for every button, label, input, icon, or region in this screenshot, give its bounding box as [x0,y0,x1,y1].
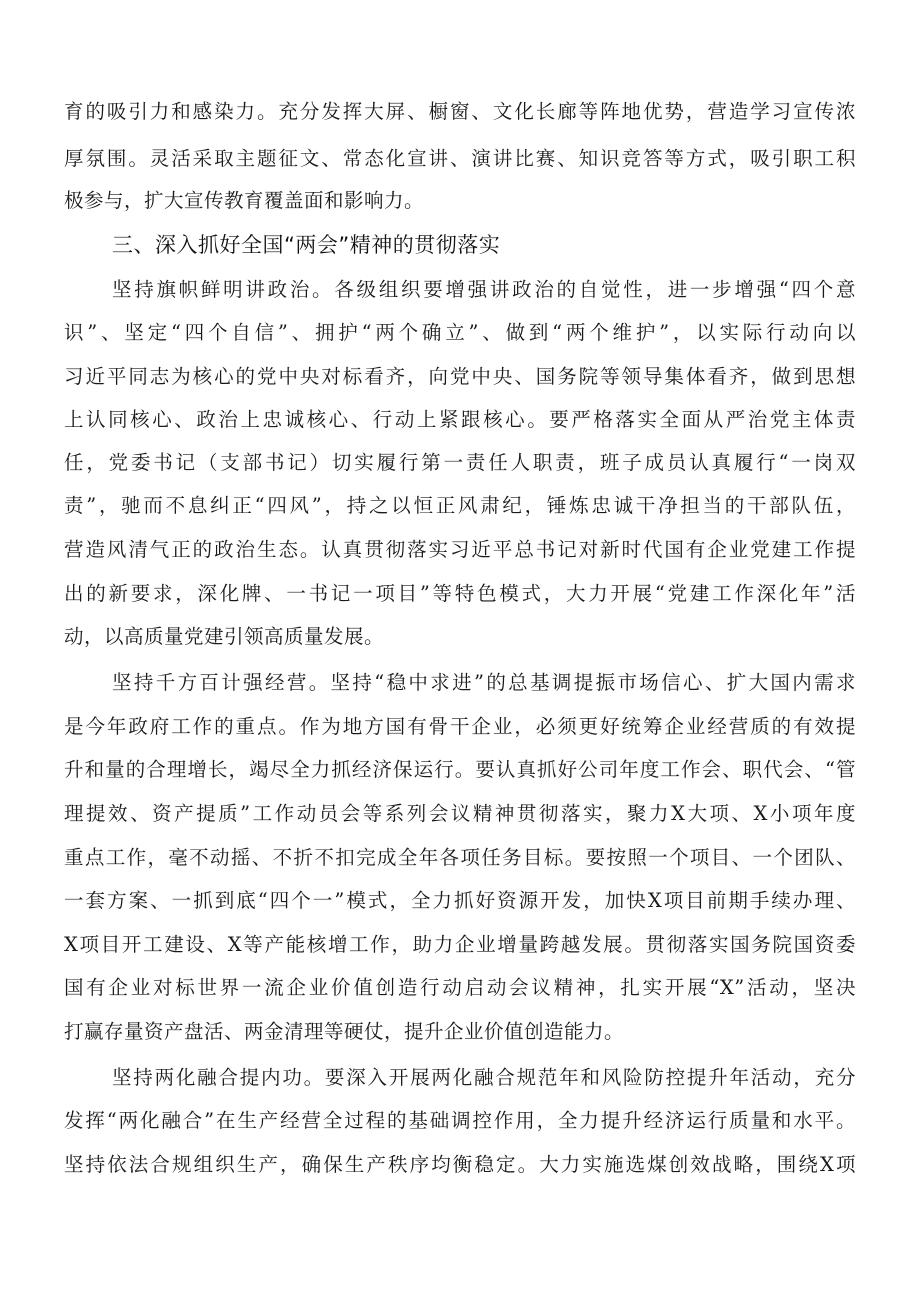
text-line: X项目开工建设、X等产能核增工作，助力企业增量跨越发展。贯彻落实国务院国资委 [64,933,856,956]
text-line: 一套方案、一抓到底“四个一”模式，全力抓好资源开发，加快X项目前期手续办理、 [64,889,856,912]
text-line: 坚持千方百计强经营。坚持“稳中求进”的总基调提振市场信心、扩大国内需求 [112,671,856,694]
text-line: 厚氛围。灵活采取主题征文、常态化宣讲、演讲比赛、知识竞答等方式，吸引职工积 [64,147,856,170]
section-heading: 三、深入抓好全国“两会”精神的贯彻落实 [112,233,501,257]
text-line: 出的新要求，深化牌、一书记一项目”等特色模式，大力开展“党建工作深化年”活 [64,582,856,605]
text-line: 坚持旗帜鲜明讲政治。各级组织要增强讲政治的自觉性，进一步增强“四个意 [112,278,856,301]
text-line: 是今年政府工作的重点。作为地方国有骨干企业，必须更好统筹企业经营质的有效提 [64,715,856,738]
text-line: 育的吸引力和感染力。充分发挥大屏、橱窗、文化长廊等阵地优势，营造学习宣传浓 [64,100,856,123]
text-line: 上认同核心、政治上忠诚核心、行动上紧跟核心。要严格落实全面从严治党主体责 [64,408,856,431]
text-line: 极参与，扩大宣传教育覆盖面和影响力。 [64,189,425,212]
text-line: 发挥“两化融合”在生产经营全过程的基础调控作用，全力提升经济运行质量和水平。 [64,1109,856,1132]
text-line: 责”，驰而不息纠正“四风”，持之以恒正风肃纪，锤炼忠诚干净担当的干部队伍， [64,494,856,517]
text-line: 营造风清气正的政治生态。认真贯彻落实习近平总书记对新时代国有企业党建工作提 [64,538,856,561]
text-line: 习近平同志为核心的党中央对标看齐，向党中央、国务院等领导集体看齐，做到思想 [64,365,856,388]
text-line: 理提效、资产提质”工作动员会等系列会议精神贯彻落实，聚力X大项、X小项年度 [64,802,856,825]
text-line: 动，以高质量党建引领高质量发展。 [64,625,385,648]
text-line: 识”、坚定“四个自信”、拥护“两个确立”、做到“两个维护”，以实际行动向以 [64,321,856,344]
text-line: 重点工作，毫不动摇、不折不扣完成全年各项任务目标。要按照一个项目、一个团队、 [64,846,856,869]
text-line: 坚持两化融合提内功。要深入开展两化融合规范年和风险防控提升年活动，充分 [112,1066,856,1089]
text-line: 坚持依法合规组织生产，确保生产秩序均衡稳定。大力实施选煤创效战略，围绕X项 [64,1153,856,1176]
text-line: 国有企业对标世界一流企业价值创造行动启动会议精神，扎实开展“X”活动，坚决 [64,976,856,999]
text-line: 升和量的合理增长，竭尽全力抓经济保运行。要认真抓好公司年度工作会、职代会、“管 [64,758,856,781]
text-line: 任，党委书记（支部书记）切实履行第一责任人职责，班子成员认真履行“一岗双 [64,451,856,474]
text-line: 打赢存量资产盘活、两金清理等硬仗，提升企业价值创造能力。 [64,1020,625,1043]
